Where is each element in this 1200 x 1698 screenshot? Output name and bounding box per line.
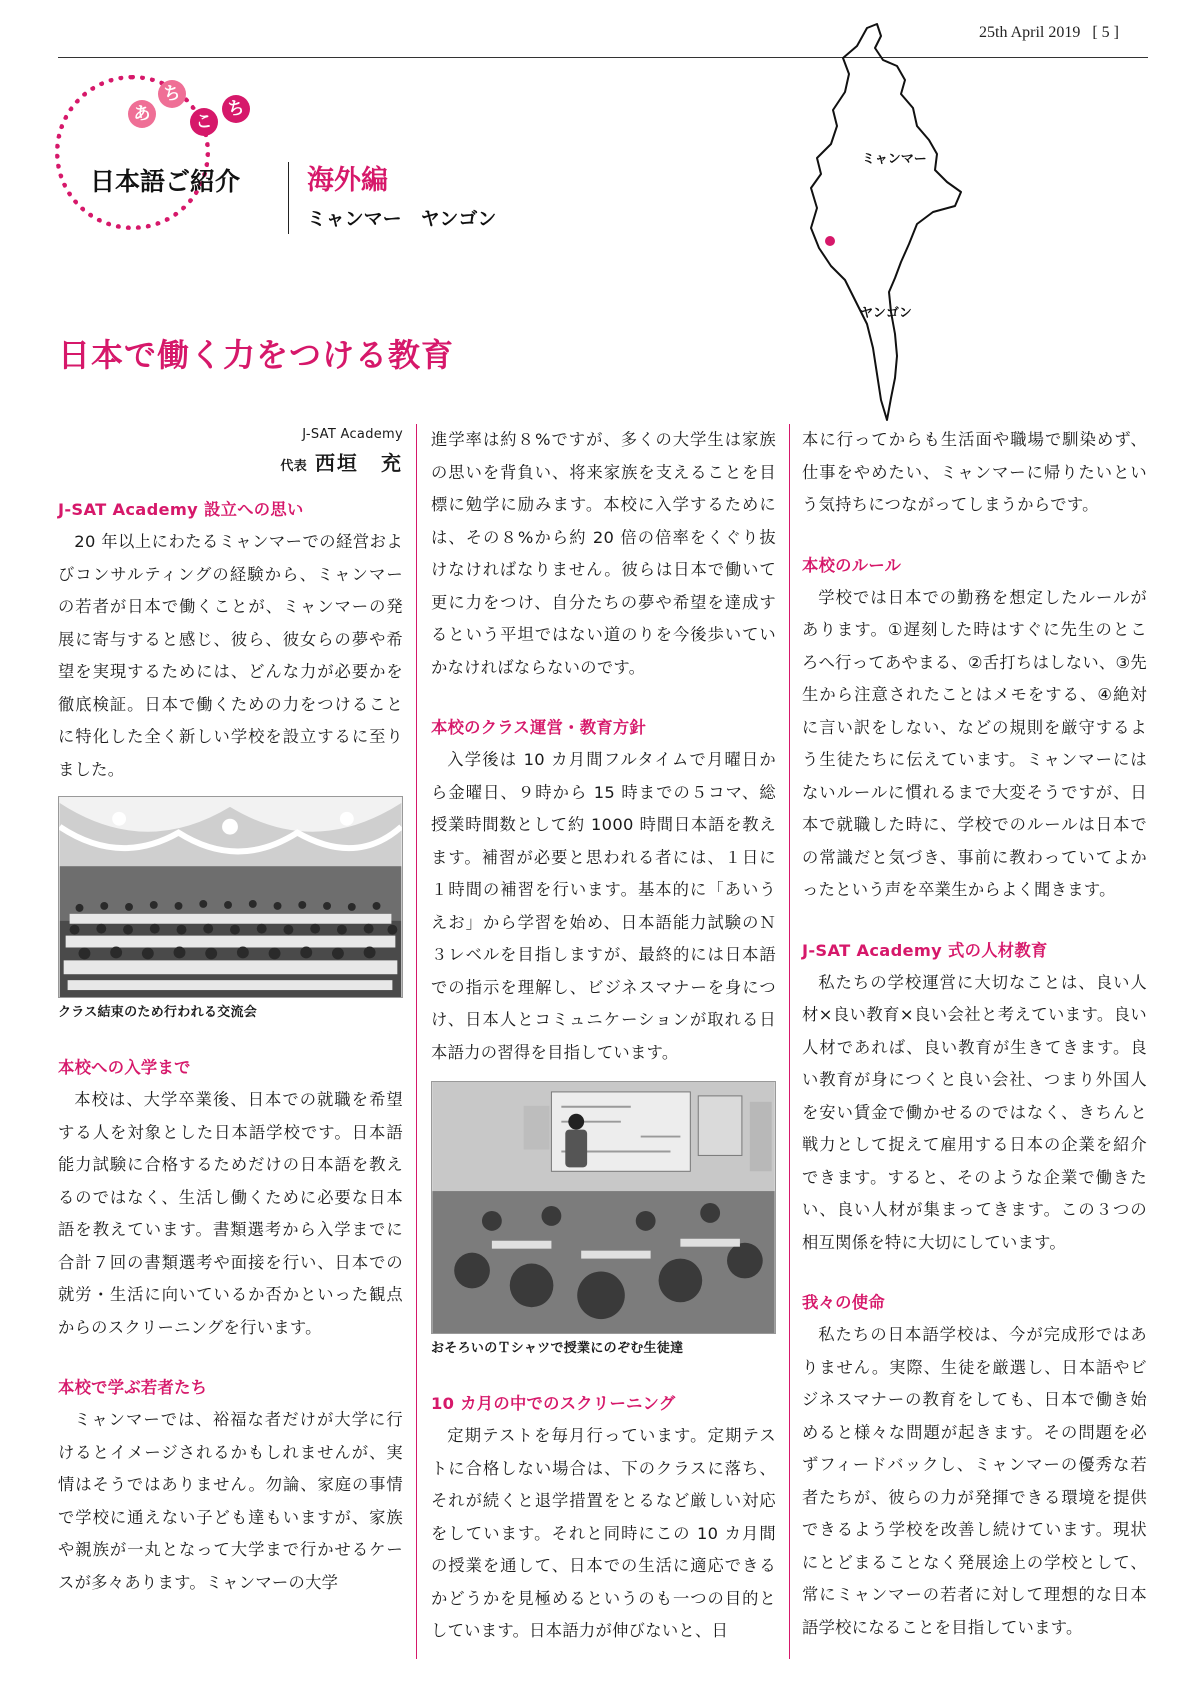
section-body-screening-part2: 本に行ってからも生活面や職場で馴染めず、仕事をやめたい、ミャンマーに帰りたいという気持ちにつながってしまうからです。 bbox=[802, 430, 1147, 514]
map-label-yangon: ヤンゴン bbox=[860, 306, 912, 321]
column-rule-1 bbox=[416, 424, 417, 1659]
byline-role: 代表 bbox=[280, 459, 307, 474]
article-headline: 日本で働く力をつける教育 bbox=[58, 336, 455, 374]
date-text: 25th April 2019 bbox=[979, 24, 1081, 41]
yangon-marker bbox=[825, 236, 835, 246]
page-number: [ 5 ] bbox=[1092, 24, 1119, 41]
section-body-screening-part1: 定期テストを毎月行っています。定期テストに合格しない場合は、下のクラスに落ち、それが続くと退学措置をとるなど厳しい対応をしています。それと同時にこの 10 カ月間の授業を通して、日本での生活に適応できるかどうかを見極めるというのも一つの目的としています。日本語力が伸びないと、日 bbox=[431, 1426, 776, 1640]
section-heading-screening: 10 カ月の中でのスクリーニング bbox=[431, 1394, 676, 1413]
logo-bubble-chi-2: ち bbox=[222, 95, 250, 123]
myanmar-map bbox=[805, 22, 1000, 427]
section-heading-admission: 本校への入学まで bbox=[58, 1058, 191, 1077]
byline-org: J-SAT Academy bbox=[302, 427, 403, 442]
section-tag: 海外編 bbox=[307, 165, 388, 196]
section-body-mission: 私たちの日本語学校は、今が完成形ではありません。実際、生徒を厳選し、日本語やビジネスマナーの教育をしても、日本で働き始めると様々な問題が起きます。その問題を必ずフィードバックし、ミャンマーの優秀な若者たちが、彼らの力が発揮できる環境を提供できるよう学校を改善し続けています。現状にとどまることなく発展途上の学校として、常にミャンマーの若者に対して理想的な日本語学校になることを目指しています。 bbox=[802, 1325, 1147, 1637]
section-body-founding: 20 年以上にわたるミャンマーでの経営およびコンサルティングの経験から、ミャンマーの若者が日本で働くことが、ミャンマーの発展に寄与すると感じ、彼ら、彼女らの夢や希望を実現するためには、どんな力が必要かを徹底検証。日本で働くための力をつけることに特化した全く新しい学校を設立するに至りました。 bbox=[58, 532, 403, 779]
section-heading-mission: 我々の使命 bbox=[802, 1293, 885, 1312]
section-body-class-policy: 入学後は 10 カ月間フルタイムで月曜日から金曜日、９時から 15 時までの５コマ、総授業時間数として約 1000 時間日本語を教えます。補習が必要と思われる者には、１日に１時間の補習を行います。基本的に「あいうえお」から学習を始め、日本語能力試験のＮ３レベルを目指しますが、最終的には日本語での指示を理解し、ビジネスマナーを身につけ、日本人とコミュニケーションが取れる日本語力の習得を目指しています。 bbox=[431, 750, 776, 1062]
column-2 bbox=[431, 424, 776, 1648]
photo-classroom bbox=[431, 1081, 776, 1334]
map-outline bbox=[811, 24, 961, 420]
section-body-rules: 学校では日本での勤務を想定したルールがあります。①遅刻した時はすぐに先生のところへ行ってあやまる、②舌打ちはしない、③先生から注意されたことはメモをする、④絶対に言い訳をしない、などの規則を厳守するよう生徒たちに伝えています。ミャンマーにはないルールに慣れるまで大変そうですが、日本で就職した時に、学校でのルールは日本での常識だと気づき、事前に教わっていてよかったという声を卒業生からよく聞きます。 bbox=[802, 587, 1147, 899]
logo-dotted-ring bbox=[55, 75, 210, 230]
section-heading-rules: 本校のルール bbox=[802, 555, 902, 575]
logo-bubble-chi: ち bbox=[158, 80, 186, 108]
issue-date bbox=[979, 24, 1119, 42]
photo-caption-classroom: おそろいのＴシャツで授業にのぞむ生徒達 bbox=[431, 1341, 684, 1356]
logo-title: 日本語ご紹介 bbox=[90, 167, 241, 196]
location-tag: ミャンマー ヤンゴン bbox=[307, 208, 497, 230]
map-label-myanmar: ミャンマー bbox=[862, 152, 927, 167]
section-body-hr-education: 私たちの学校運営に大切なことは、良い人材×良い教育×良い会社と考えています。良い人材であれば、良い教育が生きてきます。良い教育が身につくと良い会社、つまり外国人を安い賃金で働かせるのではなく、きちんと戦力として捉えて雇用する日本の企業を紹介できます。すると、そのような企業で働きたい、良い人材が集まってきます。この３つの相互関係を特に大切にしています。 bbox=[802, 972, 1147, 1252]
section-heading-hr-education: J-SAT Academy 式の人材教育 bbox=[802, 940, 1048, 960]
byline bbox=[58, 448, 403, 482]
section-body-students-part2: 進学率は約８%ですが、多くの大学生は家族の思いを背負い、将来家族を支えることを目標に勉学に励みます。本校に入学するためには、その８%から約 20 倍の倍率をくぐり抜けなければなりません。彼らは日本で働いて更に力をつけ、自分たちの夢や希望を達成するという平坦ではない道のりを今後歩いていかなければならないのです。 bbox=[431, 430, 776, 677]
logo-bubble-a: あ bbox=[128, 100, 156, 128]
section-body-students-part1: ミャンマーでは、裕福な者だけが大学に行けるとイメージされるかもしれませんが、実情はそうではありません。勿論、家庭の事情で学校に通えない子ども達もいますが、家族や親族が一丸となって大学まで行かせるケースが多々あります。ミャンマーの大学 bbox=[58, 1410, 403, 1592]
photo-exchange-party bbox=[58, 796, 403, 998]
byline-name: 西垣 充 bbox=[315, 451, 403, 475]
section-heading-class-policy: 本校のクラス運営・教育方針 bbox=[431, 718, 647, 737]
column-rule-2 bbox=[789, 424, 790, 1659]
column-1 bbox=[58, 424, 403, 1599]
section-heading-founding: J-SAT Academy 設立への思い bbox=[58, 500, 304, 519]
photo-caption-exchange-party: クラス結束のため行われる交流会 bbox=[58, 1005, 258, 1020]
column-3 bbox=[802, 424, 1147, 1644]
section-heading-students: 本校で学ぶ若者たち bbox=[58, 1378, 208, 1397]
logo-bubble-ko: こ bbox=[190, 108, 218, 136]
logo-separator bbox=[288, 162, 289, 234]
section-body-admission: 本校は、大学卒業後、日本での就職を希望する人を対象とした日本語学校です。日本語能力試験に合格するためだけの日本語を教えるのではなく、生活し働くために必要な日本語を教えています。書類選考から入学までに合計７回の書類選考や面接を行い、日本での就労・生活に向いているか否かといった観点からのスクリーニングを行います。 bbox=[58, 1090, 403, 1337]
